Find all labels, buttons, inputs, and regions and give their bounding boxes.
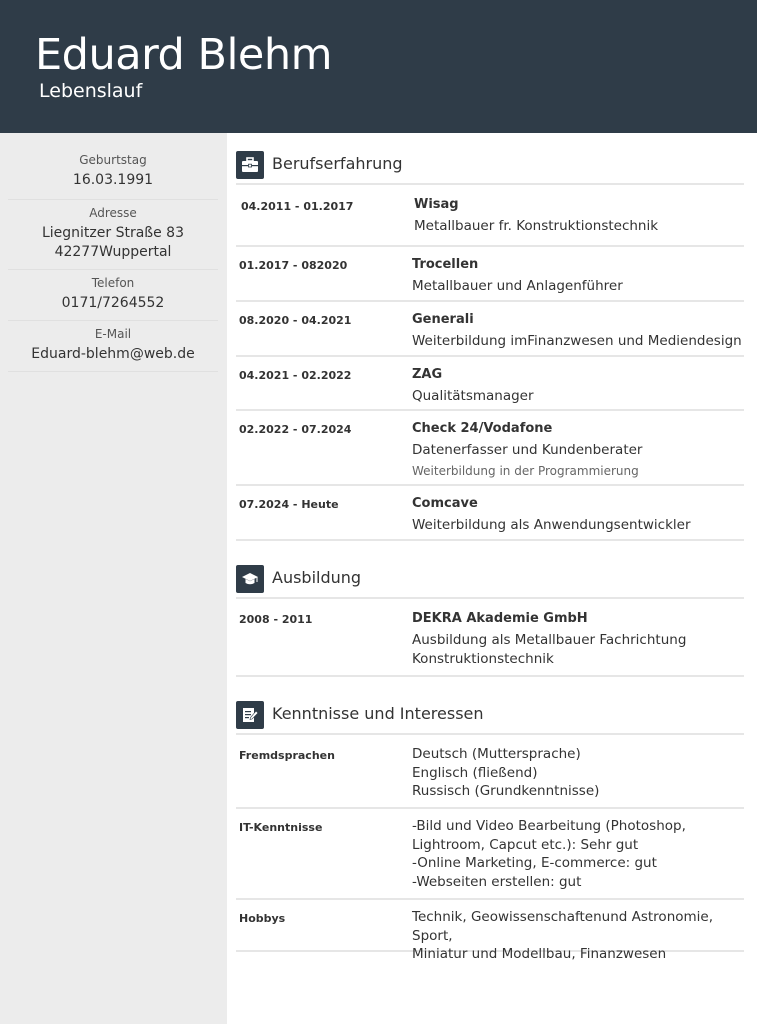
- experience-role: Weiterbildung als Anwendungsentwickler: [412, 517, 691, 533]
- it-skills-label: IT-Kenntnisse: [239, 821, 323, 834]
- language-line: Deutsch (Muttersprache): [412, 746, 581, 762]
- email-block: [8, 327, 218, 372]
- experience-section-title: Berufserfahrung: [272, 154, 403, 173]
- experience-date: 02.2022 - 07.2024: [239, 423, 352, 436]
- cv-header: [0, 0, 757, 133]
- hobby-line: Miniatur und Modellbau, Finanzwesen: [412, 946, 667, 962]
- experience-date: 04.2011 - 01.2017: [241, 200, 354, 213]
- skills-row-it: [236, 809, 744, 900]
- it-skill-line: -Bild und Video Bearbeitung (Photoshop,: [412, 818, 686, 834]
- experience-date: 01.2017 - 082020: [239, 259, 348, 272]
- education-row: [236, 601, 744, 677]
- birthday-block: [8, 153, 218, 200]
- languages-content: [412, 745, 742, 801]
- it-skill-line: Lightroom, Capcut etc.): Sehr gut: [412, 836, 639, 853]
- experience-row: [236, 411, 744, 486]
- experience-role: Datenerfasser und Kundenberater: [412, 442, 643, 458]
- notepad-pen-icon: [236, 701, 264, 729]
- education-school: DEKRA Akademie GmbH: [412, 611, 588, 626]
- experience-content: [412, 419, 742, 481]
- hobby-line: Technik, Geowissenschaftenund Astronomie, Sport,: [412, 909, 714, 944]
- skills-row-languages: [236, 737, 744, 809]
- experience-content: [412, 310, 742, 351]
- document-subtitle: Lebenslauf: [39, 80, 143, 102]
- skills-section-title: Kenntnisse und Interessen: [272, 704, 484, 723]
- hobbies-content: [412, 908, 742, 964]
- experience-role: Metallbauer fr. Konstruktionstechnik: [414, 218, 659, 234]
- address-line-2: 42277Wuppertal: [54, 244, 172, 260]
- email-label: E-Mail: [94, 327, 132, 341]
- experience-row: [236, 247, 744, 302]
- experience-date: 07.2024 - Heute: [239, 498, 339, 511]
- education-section-title: Ausbildung: [272, 568, 362, 587]
- education-date: 2008 - 2011: [239, 613, 313, 626]
- it-skill-line: -Online Marketing, E-commerce: gut: [412, 855, 657, 871]
- education-section-header: [236, 565, 744, 599]
- birthday-value: 16.03.1991: [72, 172, 154, 188]
- address-line-1: Liegnitzer Straße 83: [41, 225, 185, 241]
- language-line: Russisch (Grundkenntnisse): [412, 783, 600, 799]
- phone-value: 0171/7264552: [61, 295, 165, 311]
- it-skills-content: [412, 817, 742, 891]
- person-name: Eduard Blehm: [35, 30, 332, 80]
- it-skill-line: -Webseiten erstellen: gut: [412, 873, 582, 890]
- phone-block: [8, 276, 218, 321]
- experience-content: [412, 255, 742, 296]
- education-line-2: Konstruktionstechnik: [412, 651, 554, 667]
- experience-company: ZAG: [412, 367, 443, 382]
- experience-role: Weiterbildung imFinanzwesen und Mediendesign: [412, 333, 742, 349]
- birthday-label: Geburtstag: [79, 153, 147, 167]
- experience-company: Comcave: [412, 496, 478, 511]
- experience-row: [236, 357, 744, 411]
- experience-date: 08.2020 - 04.2021: [239, 314, 352, 327]
- experience-content: [412, 494, 742, 535]
- skills-section-header: [236, 701, 744, 735]
- experience-company: Check 24/Vodafone: [412, 421, 553, 436]
- experience-row: [236, 302, 744, 357]
- experience-content: [412, 365, 742, 406]
- cv-main-content: [227, 133, 757, 1024]
- languages-label: Fremdsprachen: [239, 749, 335, 762]
- experience-role: Metallbauer und Anlagenführer: [412, 278, 623, 294]
- experience-company: Trocellen: [412, 257, 479, 272]
- experience-content: [414, 195, 744, 236]
- experience-role: Qualitätsmanager: [412, 388, 534, 404]
- graduation-cap-icon: [236, 565, 264, 593]
- experience-section-header: [236, 151, 744, 185]
- experience-row: [236, 187, 744, 247]
- experience-company: Wisag: [414, 197, 459, 212]
- email-value: Eduard-blehm@web.de: [31, 346, 195, 362]
- phone-label: Telefon: [91, 276, 135, 290]
- briefcase-icon: [236, 151, 264, 179]
- hobbies-label: Hobbys: [239, 912, 286, 925]
- skills-row-hobbies: [236, 900, 744, 962]
- experience-company: Generali: [412, 312, 474, 327]
- address-label: Adresse: [89, 206, 137, 220]
- address-block: [8, 206, 218, 270]
- experience-date: 04.2021 - 02.2022: [239, 369, 352, 382]
- experience-row: [236, 486, 744, 541]
- education-content: [412, 609, 742, 669]
- language-line: Englisch (fließend): [412, 764, 538, 781]
- experience-note: Weiterbildung in der Programmierung: [412, 464, 639, 478]
- education-line-1: Ausbildung als Metallbauer Fachrichtung: [412, 632, 687, 648]
- personal-info-sidebar: [0, 133, 227, 1024]
